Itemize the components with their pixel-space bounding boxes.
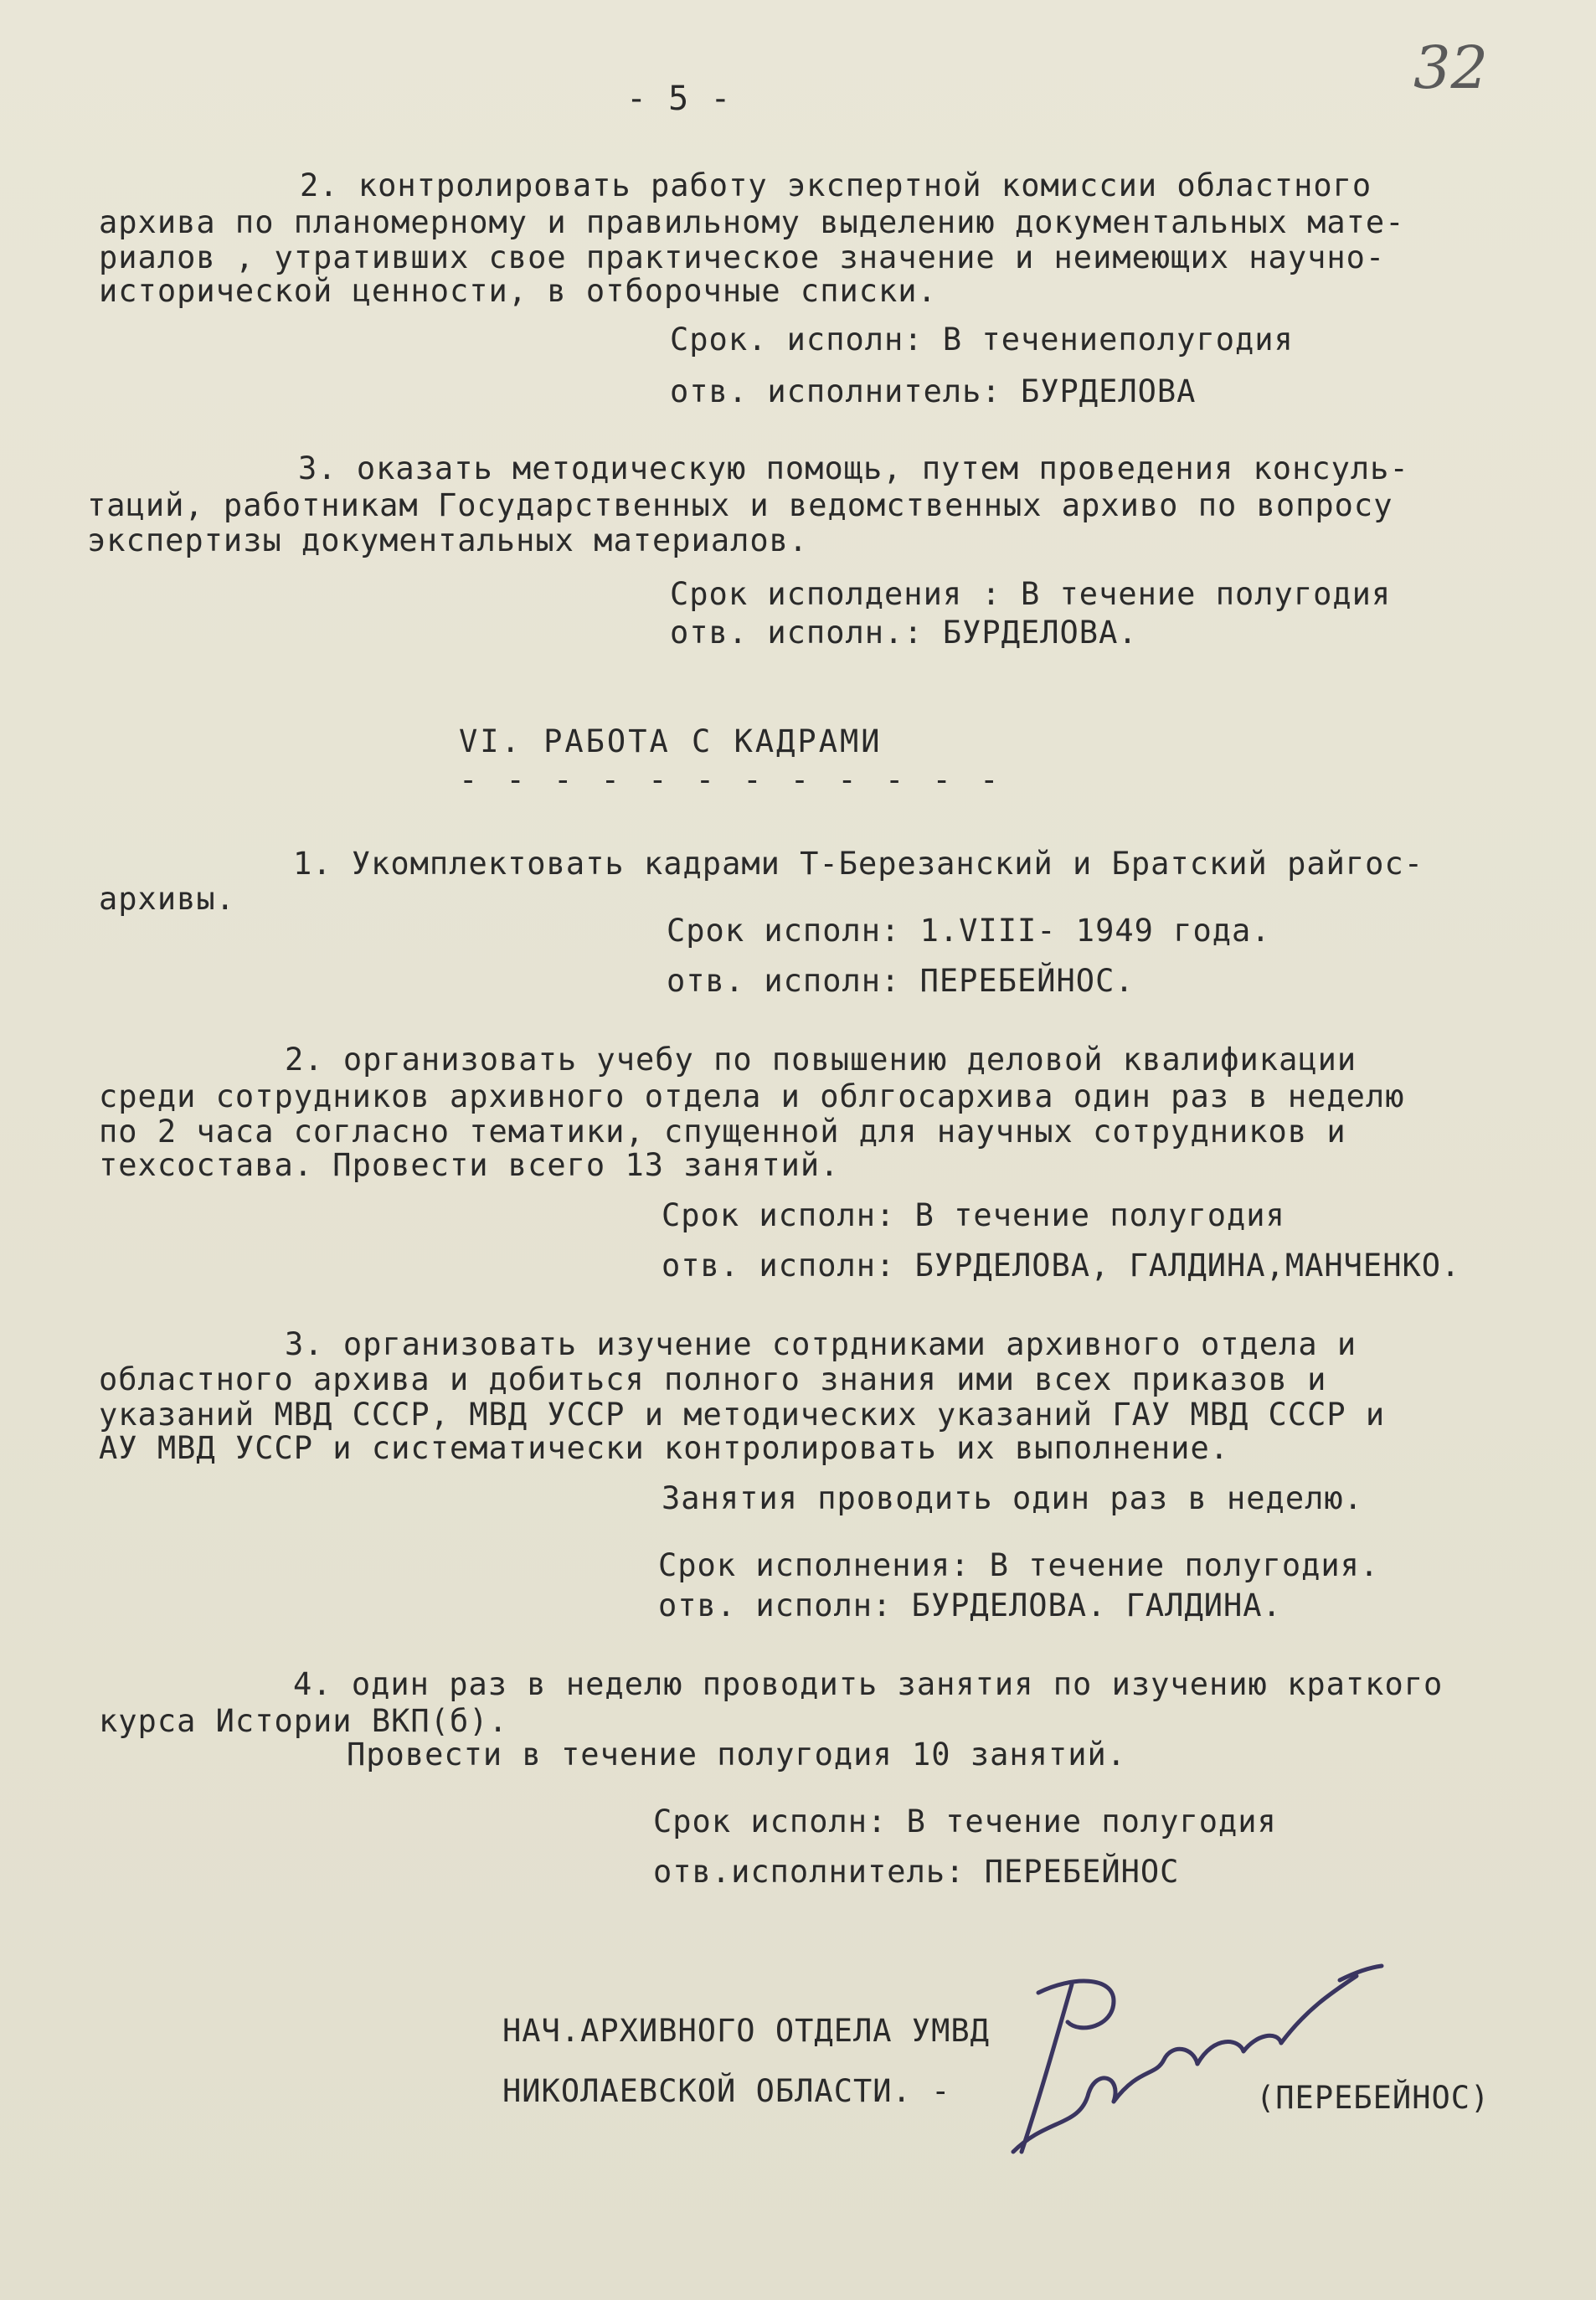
vi-item2-line4: техсостава. Провести всего 13 занятий.	[99, 1147, 840, 1183]
vi-item4-responsible: отв.исполнитель: ПЕРЕБЕЙНОС	[653, 1854, 1180, 1890]
signatory-name: (ПЕРЕБЕЙНОС)	[1256, 2080, 1490, 2116]
vi-item3-line2: областного архива и добиться полного знания ими всех приказов и	[99, 1361, 1327, 1397]
vi-item1-line1: 1. Укомплектовать кадрами Т-Березанский и Братский райгос-	[293, 846, 1424, 882]
vi-item2-line3: по 2 часа согласно тематики, спущенной для научных сотрудников и	[99, 1114, 1346, 1150]
item3-line2: таций, работникам Государственных и ведомственных архиво по вопросу	[87, 487, 1393, 523]
item2-line3: риалов , утративших свое практическое значение и неимеющих научно-	[99, 239, 1386, 275]
item2-responsible: отв. исполнитель: БУРДЕЛОВА	[670, 373, 1197, 409]
vi-item2-term: Срок исполн: В течение полугодия	[662, 1197, 1285, 1233]
item3-line3: экспертизы документальных материалов.	[87, 522, 809, 558]
vi-item3-note: Занятия проводить один раз в неделю.	[662, 1480, 1363, 1516]
vi-item3-term: Срок исполнения: В течение полугодия.	[658, 1547, 1380, 1583]
vi-item3-responsible: отв. исполн: БУРДЕЛОВА. ГАЛДИНА.	[658, 1587, 1282, 1623]
item2-line2: архива по планомерному и правильному выделению документальных мате-	[99, 204, 1405, 240]
vi-item3-line3: указаний МВД СССР, МВД УССР и методических указаний ГАУ МВД СССР и	[99, 1397, 1386, 1433]
item2-term: Срок. исполн: В течениеполугодия	[670, 322, 1294, 358]
vi-item3-line1: 3. организовать изучение сотрдниками архивного отдела и	[285, 1326, 1357, 1362]
vi-item1-term: Срок исполн: 1.VIII- 1949 года.	[667, 913, 1271, 949]
handwritten-signature	[988, 1942, 1390, 2194]
section-title-underline: - - - - - - - - - - - -	[459, 762, 1004, 798]
item3-line1: 3. оказать методическую помощь, путем проведения консуль-	[298, 450, 1409, 486]
item3-term: Срок исполдения : В течение полугодия	[670, 576, 1392, 612]
item3-responsible: отв. исполн.: БУРДЕЛОВА.	[670, 615, 1138, 651]
section-title: VI. РАБОТА С КАДРАМИ	[459, 723, 883, 759]
page-number: - 5 -	[626, 80, 732, 118]
vi-item1-line2: архивы.	[99, 881, 235, 917]
vi-item2-line2: среди сотрудников архивного отдела и облгосархива один раз в неделю	[99, 1078, 1405, 1114]
vi-item4-term: Срок исполн: В течение полугодия	[653, 1803, 1277, 1839]
archive-folio-number: 32	[1413, 33, 1489, 102]
signature-title-line2: НИКОЛАЕВСКОЙ ОБЛАСТИ. -	[502, 2073, 951, 2109]
vi-item2-line1: 2. организовать учебу по повышению деловой квалификации	[285, 1042, 1357, 1078]
vi-item1-responsible: отв. исполн: ПЕРЕБЕЙНОС.	[667, 963, 1135, 999]
item2-line4: исторической ценности, в отборочные списки.	[99, 273, 937, 309]
vi-item4-line1: 4. один раз в неделю проводить занятия по изучению краткого	[293, 1666, 1444, 1702]
vi-item4-line2: курса Истории ВКП(б).	[99, 1703, 508, 1739]
vi-item4-line3: Провести в течение полугодия 10 занятий.	[347, 1737, 1127, 1773]
signature-title-line1: НАЧ.АРХИВНОГО ОТДЕЛА УМВД	[502, 2013, 990, 2049]
vi-item2-responsible: отв. исполн: БУРДЕЛОВА, ГАЛДИНА,МАНЧЕНКО.	[662, 1248, 1461, 1284]
vi-item3-line4: АУ МВД УССР и систематически контролировать их выполнение.	[99, 1430, 1230, 1466]
item2-line1: 2. контролировать работу экспертной комиссии областного	[300, 167, 1372, 203]
